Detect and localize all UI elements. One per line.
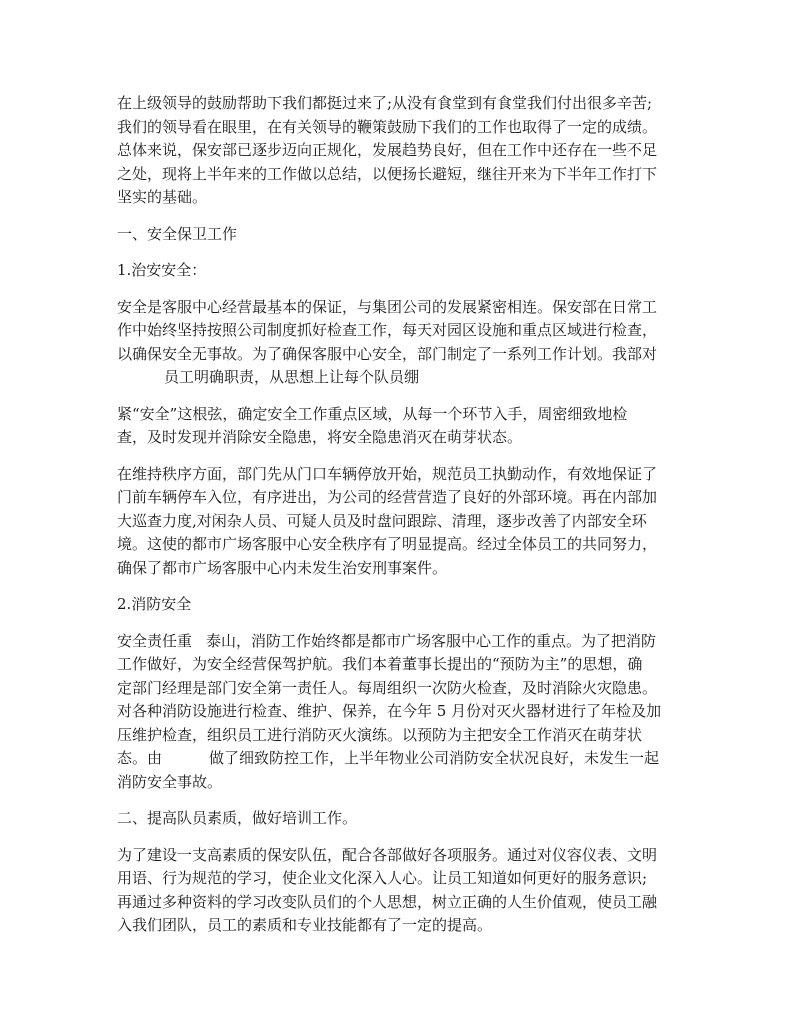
text-line: 以确保安全无事故。为了确保客服中心安全，部门制定了一系列工作计划。我部对 [117,344,658,363]
training-paragraph [117,844,689,938]
text-line: 作中始终坚持按照公司制度抓好检查工作，每天对园区设施和重点区域进行检查， [117,321,658,339]
text-line: 我们的领导看在眼里，在有关领导的鞭策鼓励下我们的工作也取得了一定的成绩。 [117,117,658,136]
text-line: 在上级领导的鼓励帮助下我们都挺过来了;从没有食堂到有食堂我们付出很多辛苦; [117,94,653,112]
text-line: 境。这使的都市广场客服中心安全秩序有了明显提高。经过全体员工的共同努力， [117,535,658,553]
fire-safety-paragraph [117,630,689,795]
section-heading-training: 二、提高队员素质，做好培训工作。 [117,809,358,827]
text-fragment: 安全责任重 [117,631,193,650]
text-line: 门前车辆停车入位，有序进出，为公司的经营营造了良好的外部环境。再在内部加 [117,488,658,506]
text-line: 安全是客服中心经营最基本的保证，与集团公司的发展紧密相连。保安部在日常工 [117,297,658,316]
text-fragment: 做了细致防控工作，上半年物业公司消防安全状况良好，未发生一起 [209,749,660,767]
text-line: 确保了都市广场客服中心内未发生治安刑事案件。 [117,558,448,577]
text-line: 工作做好，为安全经营保驾护航。我们本着董事长提出的“预防为主”的思想，确 [117,655,643,673]
intro-paragraph [117,92,689,210]
text-line: 为了建设一支高素质的保安队伍，配合各部做好各项服务。通过对仪容仪表、文明 [117,845,658,864]
public-safety-paragraph-2 [117,403,689,450]
subsection-heading-fire-safety: 2.消防安全 [117,595,192,613]
public-safety-paragraph-1 [117,296,689,390]
text-fragment: 态。由 [117,749,163,767]
text-line [117,747,689,771]
text-fragment: 泰山，消防工作始终都是都市广场客服中心工作的重点。为了把消防 [206,631,657,650]
text-line: 坚实的基础。 [117,188,208,206]
document-page [117,92,689,951]
text-line: 在维持秩序方面，部门先从门口车辆停放开始，规范员工执勤动作，有效地保证了 [117,464,658,483]
text-line: 压维护检查，组织员工进行消防灭火演练。以预防为主把安全工作消灭在萌芽状 [117,725,643,744]
text-line: 再通过多种资料的学习改变队员们的个人思想，树立正确的人生价值观，使员工融 [117,892,658,911]
text-line: 大巡查力度,对闲杂人员、可疑人员及时盘问跟踪、清理，逐步改善了内部安全环 [117,511,647,530]
text-line [117,630,689,654]
text-line: 对各种消防设施进行检查、维护、保养，在今年 5 月份对灭火器材进行了年检及加 [117,702,662,720]
order-maintenance-paragraph [117,463,689,581]
text-line: 入我们团队，员工的素质和专业技能都有了一定的提高。 [117,916,493,934]
text-line: 紧“安全”这根弦，确定安全工作重点区域，从每一个环节入手，周密细致地检 [117,404,628,423]
text-line: 定部门经理是部门安全第一责任人。每周组织一次防火检查，及时消除火灾隐患。 [117,678,658,697]
text-line: 用语、行为规范的学习，使企业文化深入人心。让员工知道如何更好的服务意识; [117,869,648,887]
subsection-heading-public-safety: 1.治安安全： [117,261,207,279]
text-line: 查，及时发现并消除安全隐患，将安全隐患消灭在萌芽状态。 [117,428,523,446]
text-line: 总体来说，保安部已逐步迈向正规化，发展趋势良好，但在工作中还存在一些不足 [117,141,658,159]
section-heading-security: 一、安全保卫工作 [117,224,238,243]
text-line: 员工明确职责，从思想上让每个队员绷 [164,368,420,386]
text-line: 消防安全事故。 [117,772,223,791]
text-line: 之处，现将上半年来的工作做以总结，以便扬长避短，继往开来为下半年工作打下 [117,164,658,183]
